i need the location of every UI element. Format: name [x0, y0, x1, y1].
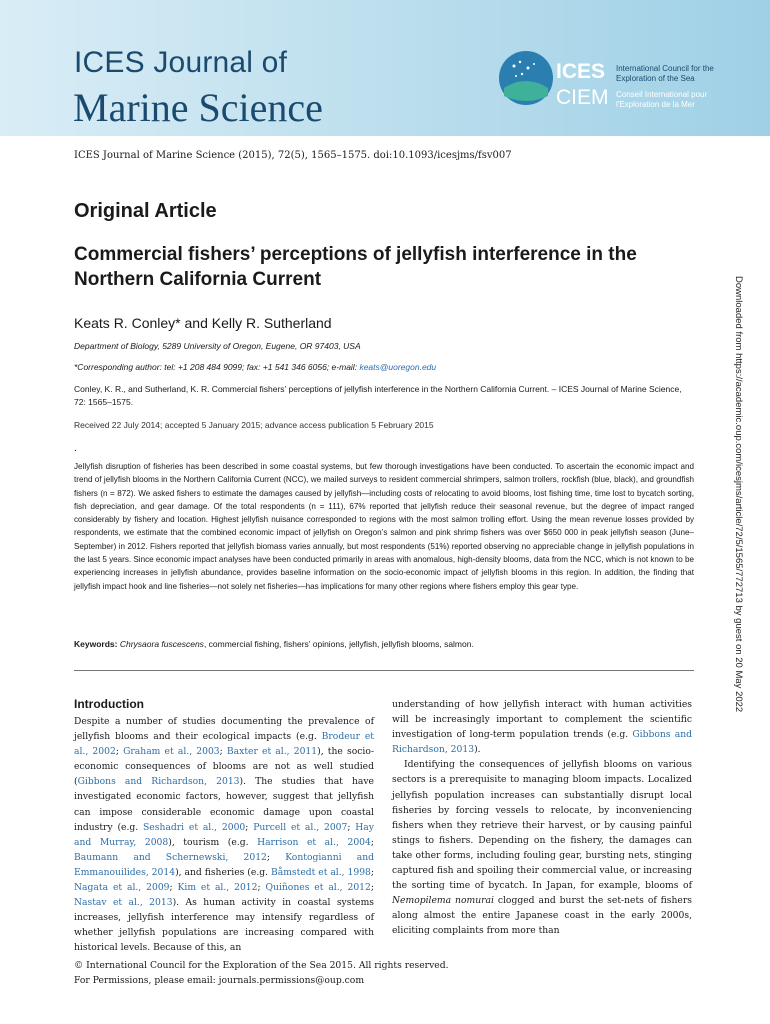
citation-link[interactable]: Nastav et al., 2013 — [74, 897, 173, 909]
body-column-left — [74, 714, 374, 956]
citation-link[interactable]: Seshadri et al., 2000 — [143, 821, 246, 833]
citation-link[interactable]: Brodeur et al., 2002 — [74, 731, 374, 758]
council-name-french: Conseil International pour l'Exploration de la Mer — [616, 90, 708, 109]
citation-link[interactable]: Purcell et al., 2007 — [253, 821, 348, 833]
article-type: Original Article — [74, 200, 217, 222]
citation-link[interactable]: Gibbons and Richardson, 2013 — [77, 776, 240, 788]
citation-link[interactable]: Harrison et al., 2004 — [257, 836, 371, 848]
received-dates: Received 22 July 2014; accepted 5 January 2015; advance access publication 5 February 2015 — [74, 420, 434, 430]
download-watermark-text: Downloaded from https://academic.oup.com/icesjms/article/72/5/1565/772713 by guest on 20 May 2022 — [733, 276, 744, 713]
intro-paragraph-2: Identifying the consequences of jellyfish blooms on various sectors is a prerequisite to managing bloom impacts. Localized jellyfish population increases can substantially disrupt local fisheries by forcing vessels to relocate, by inconveniencing fishers when they retrieve their harvest, or by causing painful stings to fishers. Depending on the fishery, the damages can take other forms, including fouling gear, bursting nets, stinging captured fish and spoiling their commercial value, or increasing the sorting time of bycatch. In Japan, for example, blooms of Nemopilema nomurai clogged and burst the set-nets of fishers along almost the entire Japanese coast in the early 2000s, eliciting complaints from more than — [392, 759, 692, 937]
citation-link[interactable]: Gibbons and Richardson, 2013 — [392, 729, 692, 756]
body-column-right — [392, 697, 692, 939]
citation-link[interactable]: Hay and Murray, 2008 — [74, 821, 374, 848]
author-email-link[interactable]: keats@uoregon.edu — [359, 362, 437, 372]
citation-link[interactable]: Graham et al., 2003 — [123, 746, 220, 758]
citation-link[interactable]: Kim et al., 2012 — [177, 882, 258, 894]
article-title: Commercial fishers’ perceptions of jellyfish interference in the Northern California Current — [74, 244, 637, 290]
author-list: Keats R. Conley* and Kelly R. Sutherland — [74, 315, 332, 331]
citation-link[interactable]: Baumann and Schernewski, 2012 — [74, 851, 267, 863]
abstract-text: Jellyfish disruption of fisheries has been described in some coastal systems, but few thorough investigations have been conducted. To ascertain the economic impact and trend of jellyfish blooms in the Northern California Current (NCC), we mailed surveys to resident commercial shrimpers, salmon trollers, rockfish (blue, black), and groundfish fishers (n = 872). We asked fishers to estimate the damages caused by jellyfish—including costs of relocating to avoid blooms, lost fishing time, time lost to bycatch sorting, fish depreciation, and gear damage. Of the total respondents (n = 111), 67% reported that jellyfish reduce their seasonal revenue, but the degree of impact ranged considerably by fishery and location. Highest jellyfish nuisance corresponded to regions with the most salmon trolling effort. Using the mean revenue losses provided by respondents, we estimate that the combined economic impact of jellyfish on Oregon’s salmon and pink shrimp fishers was over $650 000 in peak jellyfish season (June–September) in 2012. Fishers reported that jellyfish biomass varies annually, but most respondents (51%) reported observing no appreciable change in jellyfish populations in the last 5 years. Since economic impact analyses have been conducted primarily in areas with anomalous, high-density blooms, data from the NCC, which is not known to be experiencing increases in jellyfish abundance, provides baseline information on the socio-economic impact of jellyfish blooms in this region. In addition, the finding that jellyfish impact hook and line fisheries—not solely net fisheries—has implications for many other regions where fishers employ this gear type. — [74, 462, 694, 591]
permissions-notice: For Permissions, please email: journals.permissions@oup.com — [74, 975, 365, 986]
ices-globe-logo-icon — [498, 50, 554, 106]
author-affiliation: Department of Biology, 5289 University of Oregon, Eugene, OR 97403, USA — [74, 341, 361, 351]
download-watermark — [732, 276, 750, 756]
logo-ciem-text: CIEM — [556, 86, 609, 109]
intro-paragraph-1: Despite a number of studies documenting the prevalence of jellyfish blooms and their ecological impacts (e.g. Brodeur et al., 2002; Graham et al., 2003; Baxter et al., 2011), the socio-economic consequences of blooms are not as well studied (Gibbons and Richardson, 2013). The studies that have investigated economic factors, however, suggest that jellyfish can impose considerable economic damage upon coastal industry (e.g. Seshadri et al., 2000; Purcell et al., 2007; Hay and Murray, 2008), tourism (e.g. Harrison et al., 2004; Baumann and Schernewski, 2012; Kontogianni and Emmanouilides, 2014), and fisheries (e.g. Båmstedt et al., 1998; Nagata et al., 2009; Kim et al., 2012; Quiñones et al., 2012; Nastav et al., 2013). As human activity in coastal systems increases, jellyfish interference may intensify regardless of whether jellyfish populations are increasing compared with historical levels. Because of this, an — [74, 716, 375, 954]
journal-citation-line: ICES Journal of Marine Science (2015), 72(5), 1565–1575. doi:10.1093/icesjms/fsv007 — [74, 150, 512, 161]
corresponding-details: *Corresponding author: tel: +1 208 484 9099; fax: +1 541 346 6056; e-mail: — [74, 362, 360, 372]
section-divider — [74, 670, 694, 671]
species-name: Nemopilema nomurai — [392, 895, 494, 907]
journal-name-line2: Marine Science — [73, 85, 323, 130]
introduction-heading: Introduction — [74, 697, 144, 711]
citation-link[interactable]: Quiñones et al., 2012 — [265, 882, 371, 894]
logo-ices-text: ICES — [556, 60, 606, 83]
keywords-label: Keywords: — [74, 639, 118, 649]
journal-banner — [0, 0, 770, 136]
citation-link[interactable]: Nagata et al., 2009 — [74, 882, 170, 894]
journal-name-line1: ICES Journal of — [74, 46, 288, 79]
copyright-footer — [74, 958, 449, 988]
keywords-rest: , commercial fishing, fishers’ opinions, jellyfish, jellyfish blooms, salmon. — [203, 639, 474, 649]
citation-link[interactable]: Kontogianni and Emmanouilides, 2014 — [74, 851, 374, 878]
corresponding-author — [74, 362, 436, 372]
council-name-english: International Council for the Exploration of the Sea — [616, 64, 714, 83]
copyright-notice: © International Council for the Exploration of the Sea 2015. All rights reserved. — [74, 960, 449, 971]
intro-paragraph-1-cont: understanding of how jellyfish interact with human activities will be increasingly important to complement the scientific investigation of long-term population trends (e.g. Gibbons and Richardson, 2013). — [392, 699, 692, 756]
citation-link[interactable]: Båmstedt et al., 1998 — [270, 866, 371, 878]
cite-as-reference: Conley, K. R., and Sutherland, K. R. Commercial fishers’ perceptions of jellyfish interference in the Northern California Current. – ICES Journal of Marine Science, 72: 1565–1575. — [74, 384, 682, 407]
separator-dot: . — [74, 444, 77, 454]
keywords-line — [74, 639, 694, 649]
keyword-species: Chrysaora fuscescens — [119, 639, 204, 649]
citation-link[interactable]: Baxter et al., 2011 — [226, 746, 318, 758]
